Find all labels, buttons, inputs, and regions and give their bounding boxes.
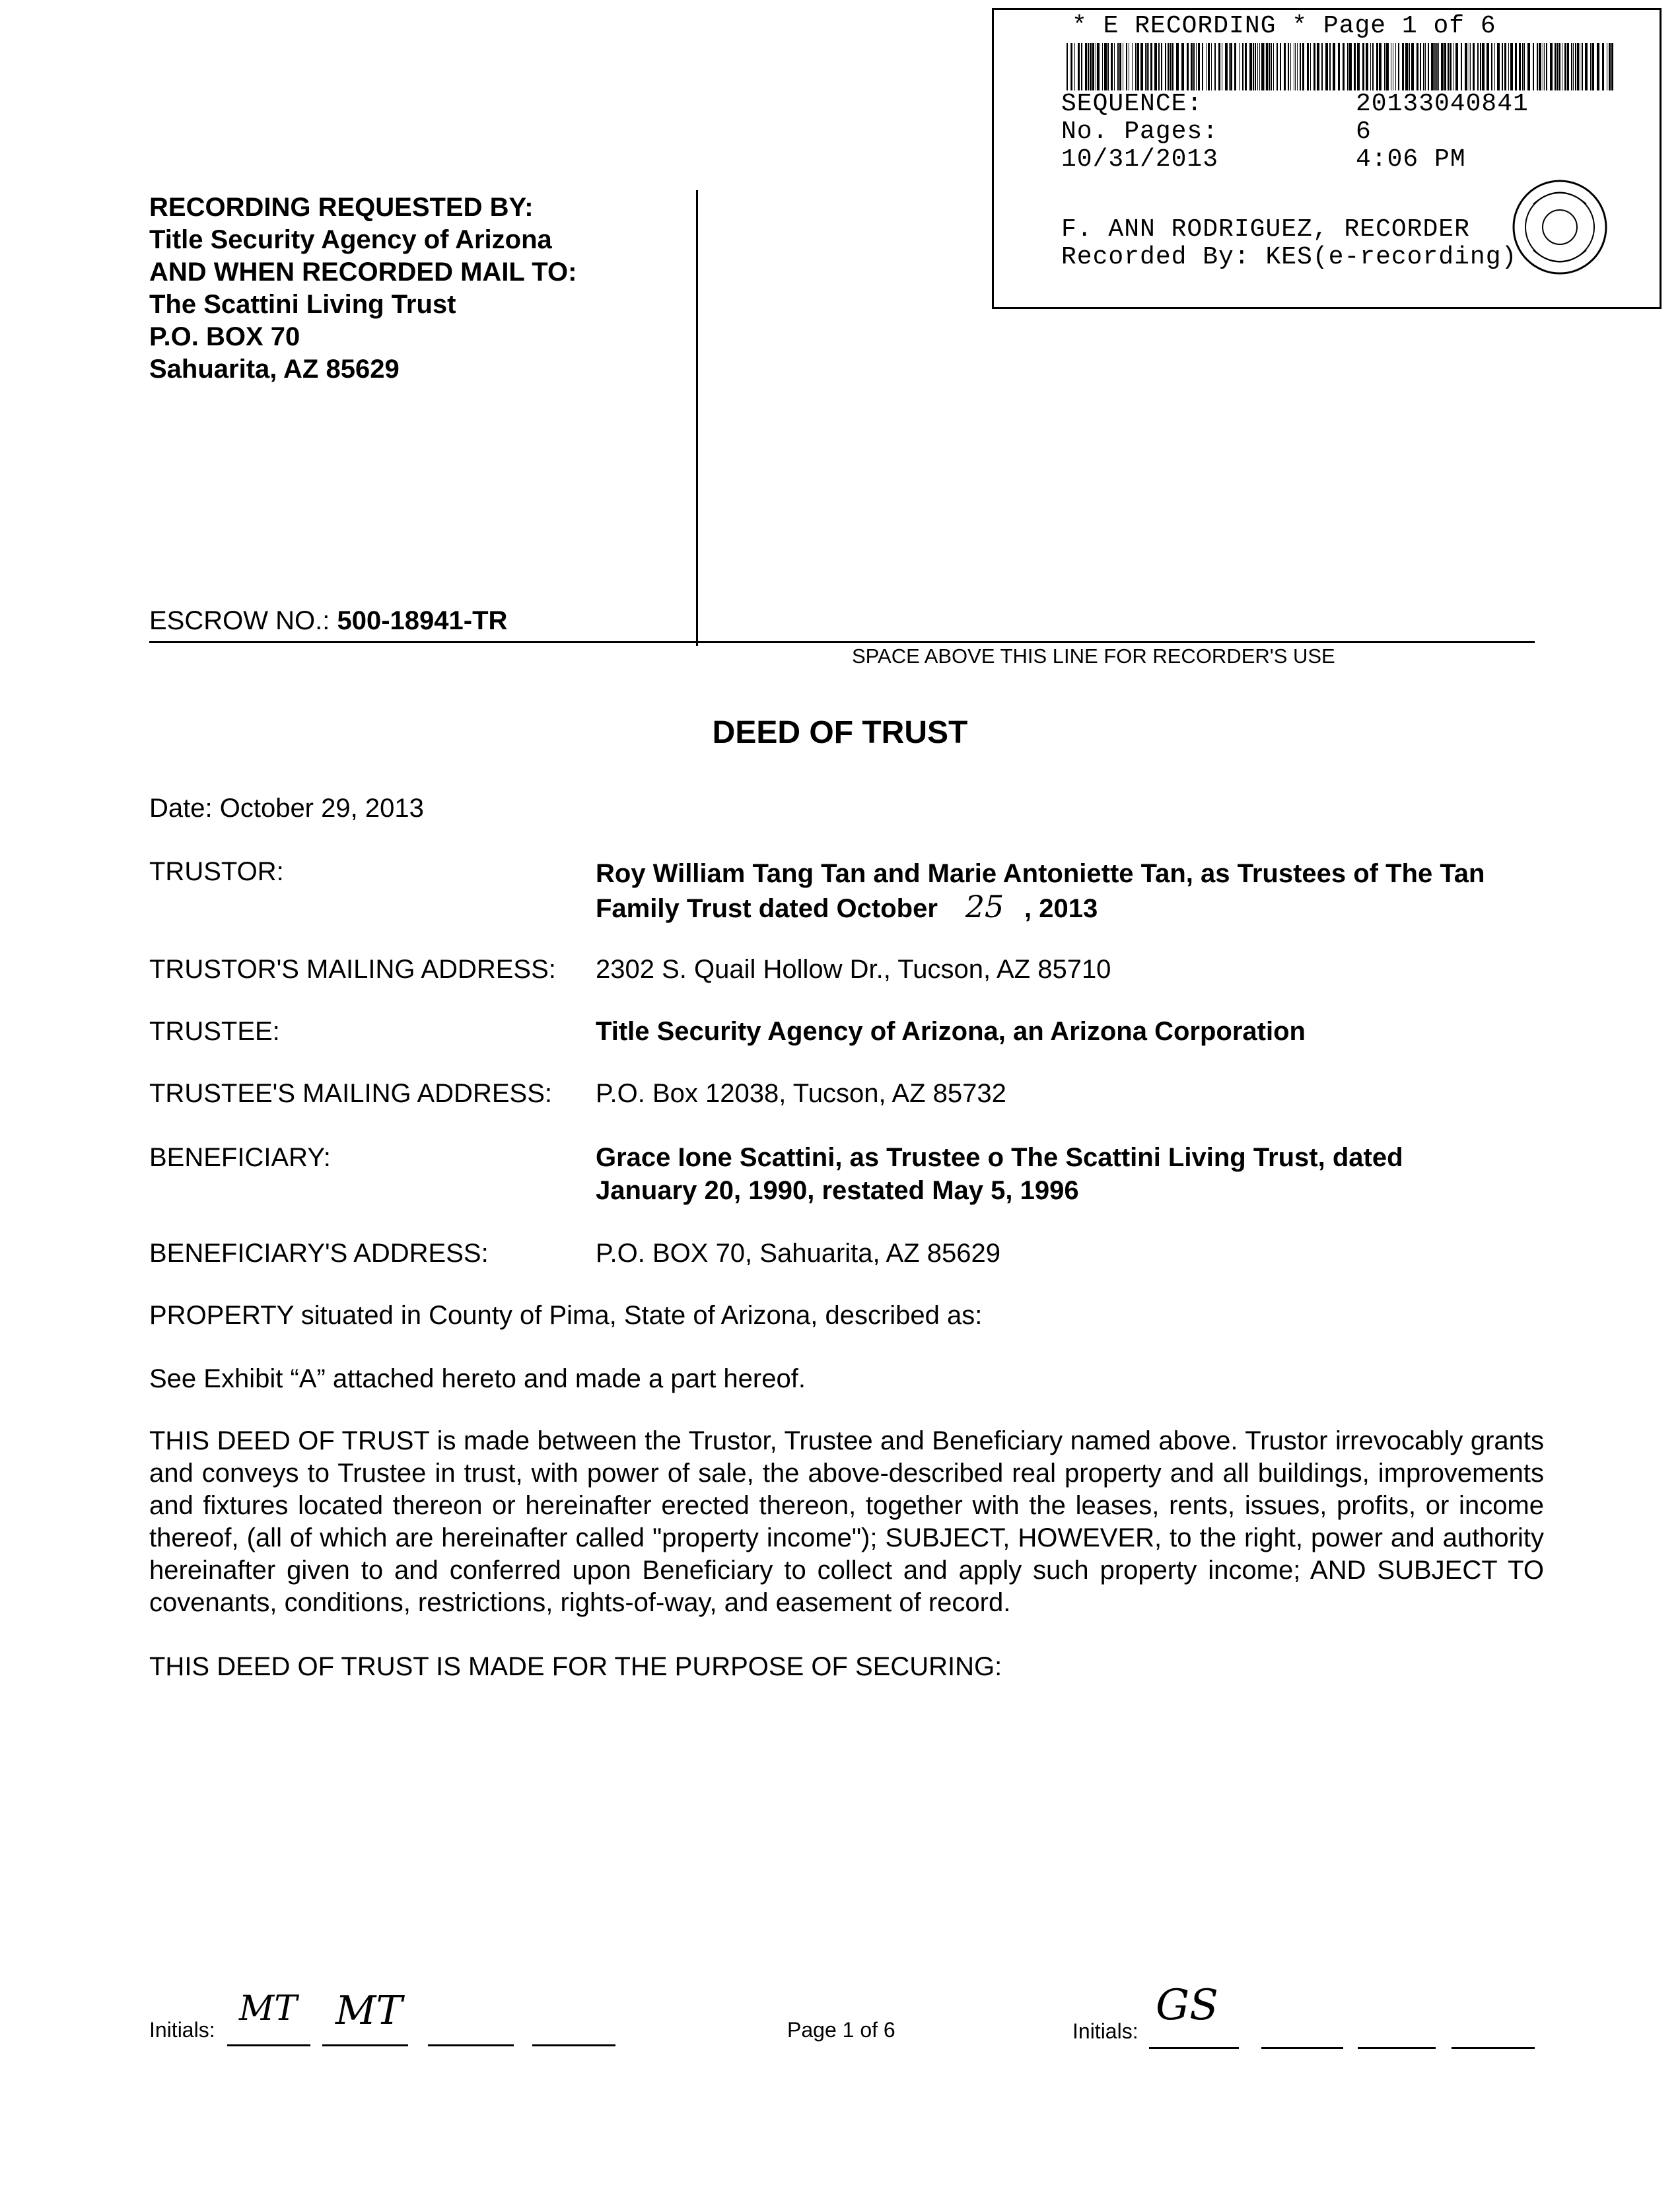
stamp-pages-value: 6: [1356, 118, 1372, 146]
initials-left-1: MT: [239, 1989, 297, 2029]
barcode-bar: [1559, 43, 1560, 90]
trustor-value: [596, 857, 1547, 925]
barcode-bar: [1510, 43, 1513, 90]
stamp-sequence-label: SEQUENCE:: [1061, 90, 1203, 118]
barcode-bar: [1349, 43, 1352, 90]
barcode-bar: [1379, 43, 1381, 90]
barcode-bar: [1196, 43, 1197, 90]
barcode-bar: [1206, 43, 1207, 90]
barcode-bar: [1239, 43, 1240, 90]
barcode-bar: [1527, 43, 1530, 90]
beneficiary-value: [596, 1141, 1547, 1207]
document-date: Date: October 29, 2013: [149, 794, 424, 823]
barcode-bar: [1261, 43, 1264, 90]
barcode-bar: [1417, 43, 1418, 90]
barcode-bar: [1302, 43, 1304, 90]
beneficiary-value-line-2: January 20, 1990, restated May 5, 1996: [596, 1176, 1079, 1205]
barcode-bar: [1191, 43, 1193, 90]
barcode-bar: [1434, 43, 1436, 90]
trustor-address-value: 2302 S. Quail Hollow Dr., Tucson, AZ 85710: [596, 955, 1111, 984]
barcode-bar: [1170, 43, 1172, 90]
barcode-bar: [1114, 43, 1115, 90]
escrow-label: ESCROW NO.:: [149, 606, 330, 635]
initials-left-label: Initials:: [149, 2018, 215, 2042]
initials-right-1: GS: [1156, 1981, 1218, 2030]
barcode-bar: [1140, 43, 1143, 90]
barcode-bar: [1362, 43, 1364, 90]
stamp-recorder: F. ANN RODRIGUEZ, RECORDER: [1061, 215, 1470, 244]
barcode-bar: [1074, 43, 1075, 90]
barcode-bar: [1465, 43, 1467, 90]
barcode-bar: [1230, 43, 1232, 90]
recorder-area-divider: [696, 190, 698, 646]
barcode-bar: [1428, 43, 1429, 90]
barcode-bar: [1402, 43, 1404, 90]
main-paragraph: THIS DEED OF TRUST is made between the Trustor, Trustee and Beneficiary named above. Trustor irrevocably grants and conveys to Trustee in trust, with power of sale, the above-described real property and all buildings, improvements and fixtures located thereon or hereinafter erected thereon, together with the leases, rents, issues, profits, or income thereof, (all of which are hereinafter called "property income"); SUBJECT, HOWEVER, to the right, power and authority hereinafter given to and conferred upon Beneficiary to collect and apply such property income; AND SUBJECT TO covenants, conditions, restrictions, rights-of-way, and easement of record.: [149, 1426, 1544, 1617]
initials-left-2: MT: [335, 1988, 403, 2034]
barcode-bar: [1321, 43, 1323, 90]
barcode-bar: [1090, 43, 1092, 90]
barcode-bar: [1211, 43, 1212, 90]
barcode-bar: [1354, 43, 1356, 90]
barcode-bar: [1398, 43, 1399, 90]
barcode-bar: [1145, 43, 1146, 90]
county-seal-icon: [1510, 178, 1609, 277]
barcode-bar: [1257, 43, 1258, 90]
page-number: Page 1 of 6: [787, 2018, 895, 2042]
barcode-bar: [1590, 43, 1591, 90]
barcode-bar: [1338, 43, 1340, 90]
barcode-bar: [1438, 43, 1439, 90]
barcode-bar: [1273, 43, 1274, 90]
barcode-bar: [1372, 43, 1374, 90]
barcode-bar: [1135, 43, 1137, 90]
purpose-statement: THIS DEED OF TRUST IS MADE FOR THE PURPOSE OF SECURING:: [149, 1652, 1002, 1681]
stamp-pages-label: No. Pages:: [1061, 118, 1219, 146]
barcode-bar: [1480, 43, 1481, 90]
barcode-bar: [1533, 43, 1534, 90]
requester-name: Title Security Agency of Arizona: [149, 225, 552, 254]
barcode-bar: [1317, 43, 1319, 90]
barcode-bar: [1366, 43, 1368, 90]
barcode-bar: [1165, 43, 1166, 90]
barcode-bar: [1181, 43, 1184, 90]
barcode-bar: [1104, 43, 1107, 90]
barcode-bar: [1557, 43, 1558, 90]
trustee-value: Title Security Agency of Arizona, an Arizona Corporation: [596, 1017, 1306, 1046]
barcode-bar: [1146, 43, 1148, 90]
document-title: DEED OF TRUST: [712, 715, 968, 750]
barcode-bar: [1546, 43, 1547, 90]
barcode-bar: [1310, 43, 1311, 90]
barcode-bar: [1573, 43, 1574, 90]
escrow-number: [149, 606, 507, 636]
barcode-bar: [1550, 43, 1553, 90]
barcode-bar: [1097, 43, 1100, 90]
barcode-bar: [1202, 43, 1203, 90]
barcode-bar: [1259, 43, 1260, 90]
barcode-bar: [1441, 43, 1444, 90]
trustor-label: TRUSTOR:: [149, 857, 284, 886]
initials-line: [1149, 2047, 1239, 2049]
barcode-bar: [1290, 43, 1291, 90]
barcode-bar: [1347, 43, 1348, 90]
barcode-bar: [1297, 43, 1298, 90]
barcode-bar: [1502, 43, 1503, 90]
barcode-bar: [1571, 43, 1572, 90]
barcode-bar: [1444, 43, 1446, 90]
barcode-bar: [1609, 43, 1611, 90]
property-statement: PROPERTY situated in County of Pima, State of Arizona, described as:: [149, 1301, 983, 1330]
trustor-trust-year: , 2013: [1024, 894, 1098, 923]
mail-to-label: AND WHEN RECORDED MAIL TO:: [149, 258, 577, 287]
barcode-bar: [1405, 43, 1408, 90]
barcode-bar: [1085, 43, 1087, 90]
recording-requested-block: [149, 191, 577, 386]
barcode-bar: [1411, 43, 1414, 90]
mail-to-city: Sahuarita, AZ 85629: [149, 355, 400, 384]
barcode-bar: [1111, 43, 1113, 90]
barcode-graphic: [1067, 43, 1615, 90]
barcode-bar: [1208, 43, 1210, 90]
barcode-bar: [1611, 43, 1613, 90]
barcode-bar: [1416, 43, 1417, 90]
barcode-bar: [1242, 43, 1243, 90]
barcode-bar: [1577, 43, 1579, 90]
recorder-space-line: [696, 641, 1535, 643]
barcode-bar: [1592, 43, 1594, 90]
barcode-bar: [1386, 43, 1389, 90]
barcode-bar: [1243, 43, 1244, 90]
barcode-bar: [1107, 43, 1109, 90]
stamp-header: * E RECORDING * Page 1 of 6: [1072, 12, 1496, 40]
trustor-value-line-1: Roy William Tang Tan and Marie Antoniette Tan, as Trustees of The Tan: [596, 859, 1485, 888]
barcode-bar: [1461, 43, 1462, 90]
beneficiary-address-value: P.O. BOX 70, Sahuarita, AZ 85629: [596, 1239, 1000, 1268]
barcode-bar: [1539, 43, 1541, 90]
barcode-bar: [1597, 43, 1599, 90]
barcode-bar: [1277, 43, 1278, 90]
barcode-bar: [1423, 43, 1424, 90]
beneficiary-address-label: BENEFICIARY'S ADDRESS:: [149, 1239, 489, 1268]
barcode-bar: [1137, 43, 1139, 90]
barcode-bar: [1234, 43, 1236, 90]
stamp-recorded-by: Recorded By: KES(e-recording): [1061, 243, 1518, 271]
barcode-bar: [1508, 43, 1509, 90]
barcode-bar: [1193, 43, 1195, 90]
barcode-bar: [1470, 43, 1471, 90]
barcode-bar: [1497, 43, 1500, 90]
barcode-bar: [1150, 43, 1152, 90]
barcode-bar: [1214, 43, 1216, 90]
trustor-address-label: TRUSTOR'S MAILING ADDRESS:: [149, 955, 556, 984]
mail-to-box: P.O. BOX 70: [149, 322, 300, 351]
stamp-time: 4:06 PM: [1356, 145, 1466, 174]
barcode-bar: [1071, 43, 1072, 90]
barcode-bar: [1473, 43, 1475, 90]
barcode-bar: [1395, 43, 1396, 90]
barcode-bar: [1078, 43, 1080, 90]
trustor-trust-date-label: Family Trust dated October: [596, 894, 938, 923]
recorder-stamp: [992, 8, 1662, 309]
initials-line: [428, 2044, 514, 2046]
exhibit-reference: See Exhibit “A” attached hereto and made a part hereof.: [149, 1364, 806, 1393]
barcode-bar: [1172, 43, 1173, 90]
space-above-note: SPACE ABOVE THIS LINE FOR RECORDER'S USE: [852, 644, 1335, 668]
escrow-underline: [149, 641, 697, 643]
barcode-bar: [1477, 43, 1479, 90]
beneficiary-label: BENEFICIARY:: [149, 1143, 331, 1172]
barcode-bar: [1255, 43, 1256, 90]
barcode-bar: [1436, 43, 1438, 90]
barcode-bar: [1119, 43, 1121, 90]
trustor-value-line-2: [596, 890, 1547, 925]
barcode-bar: [1269, 43, 1270, 90]
barcode-bar: [1225, 43, 1228, 90]
barcode-bar: [1168, 43, 1169, 90]
barcode-bar: [1567, 43, 1569, 90]
barcode-bar: [1092, 43, 1094, 90]
barcode-bar: [1266, 43, 1268, 90]
initials-line: [532, 2044, 615, 2046]
barcode-bar: [1425, 43, 1426, 90]
barcode-bar: [1515, 43, 1517, 90]
barcode-bar: [1245, 43, 1247, 90]
barcode-bar: [1343, 43, 1345, 90]
barcode-bar: [1307, 43, 1309, 90]
barcode-bar: [1154, 43, 1157, 90]
barcode-bar: [1088, 43, 1089, 90]
initials-line: [322, 2044, 408, 2046]
barcode-bar: [1333, 43, 1335, 90]
barcode-bar: [1564, 43, 1566, 90]
stamp-date: 10/31/2013: [1061, 145, 1219, 174]
barcode-bar: [1126, 43, 1127, 90]
barcode-bar: [1491, 43, 1492, 90]
barcode-bar: [1582, 43, 1583, 90]
recording-requested-label: RECORDING REQUESTED BY:: [149, 193, 534, 222]
trustee-address-value: P.O. Box 12038, Tucson, AZ 85732: [596, 1079, 1006, 1108]
barcode-bar: [1161, 43, 1162, 90]
barcode-bar: [1537, 43, 1538, 90]
barcode-bar: [1376, 43, 1378, 90]
initials-line: [1261, 2047, 1343, 2049]
barcode-bar: [1522, 43, 1523, 90]
barcode-bar: [1523, 43, 1525, 90]
barcode-bar: [1325, 43, 1328, 90]
barcode-bar: [1482, 43, 1485, 90]
trustee-address-label: TRUSTEE'S MAILING ADDRESS:: [149, 1079, 552, 1108]
barcode-bar: [1176, 43, 1179, 90]
initials-line: [1452, 2047, 1535, 2049]
mail-to-name: The Scattini Living Trust: [149, 290, 456, 319]
barcode-bar: [1300, 43, 1301, 90]
barcode-bar: [1409, 43, 1410, 90]
handwritten-day: 25: [965, 889, 1004, 924]
barcode-bar: [1504, 43, 1506, 90]
beneficiary-value-line-1: Grace Ione Scattini, as Trustee o The Scattini Living Trust, dated: [596, 1143, 1403, 1172]
barcode-bar: [1187, 43, 1189, 90]
barcode-bar: [1448, 43, 1449, 90]
barcode-bar: [1544, 43, 1545, 90]
barcode-bar: [1384, 43, 1385, 90]
barcode-bar: [1271, 43, 1272, 90]
barcode-bar: [1284, 43, 1286, 90]
barcode-bar: [1249, 43, 1252, 90]
barcode-bar: [1431, 43, 1434, 90]
barcode-bar: [1420, 43, 1421, 90]
barcode-bar: [1288, 43, 1289, 90]
barcode-bar: [1487, 43, 1489, 90]
initials-right-label: Initials:: [1072, 2019, 1138, 2043]
barcode-bar: [1280, 43, 1281, 90]
barcode-bar: [1218, 43, 1220, 90]
barcode-bar: [1081, 43, 1082, 90]
barcode-bar: [1198, 43, 1200, 90]
escrow-value: 500-18941-TR: [337, 606, 508, 635]
initials-line: [227, 2044, 310, 2046]
barcode-bar: [1555, 43, 1557, 90]
barcode-bar: [1455, 43, 1458, 90]
initials-line: [1358, 2047, 1436, 2049]
barcode-bar: [1158, 43, 1160, 90]
barcode-bar: [1494, 43, 1495, 90]
barcode-bar: [1370, 43, 1371, 90]
barcode-bar: [1585, 43, 1588, 90]
barcode-bar: [1313, 43, 1315, 90]
barcode-bar: [1295, 43, 1296, 90]
stamp-sequence-value: 20133040841: [1356, 90, 1529, 118]
barcode-bar: [1229, 43, 1230, 90]
barcode-bar: [1117, 43, 1119, 90]
barcode-bar: [1253, 43, 1254, 90]
trustee-label: TRUSTEE:: [149, 1017, 280, 1046]
barcode-bar: [1602, 43, 1604, 90]
barcode-bar: [1148, 43, 1149, 90]
barcode-bar: [1575, 43, 1576, 90]
barcode-bar: [1357, 43, 1360, 90]
barcode-bar: [1102, 43, 1103, 90]
barcode-bar: [1519, 43, 1521, 90]
barcode-bar: [1132, 43, 1133, 90]
barcode-bar: [1450, 43, 1452, 90]
barcode-bar: [1067, 43, 1068, 90]
barcode-bar: [1329, 43, 1331, 90]
